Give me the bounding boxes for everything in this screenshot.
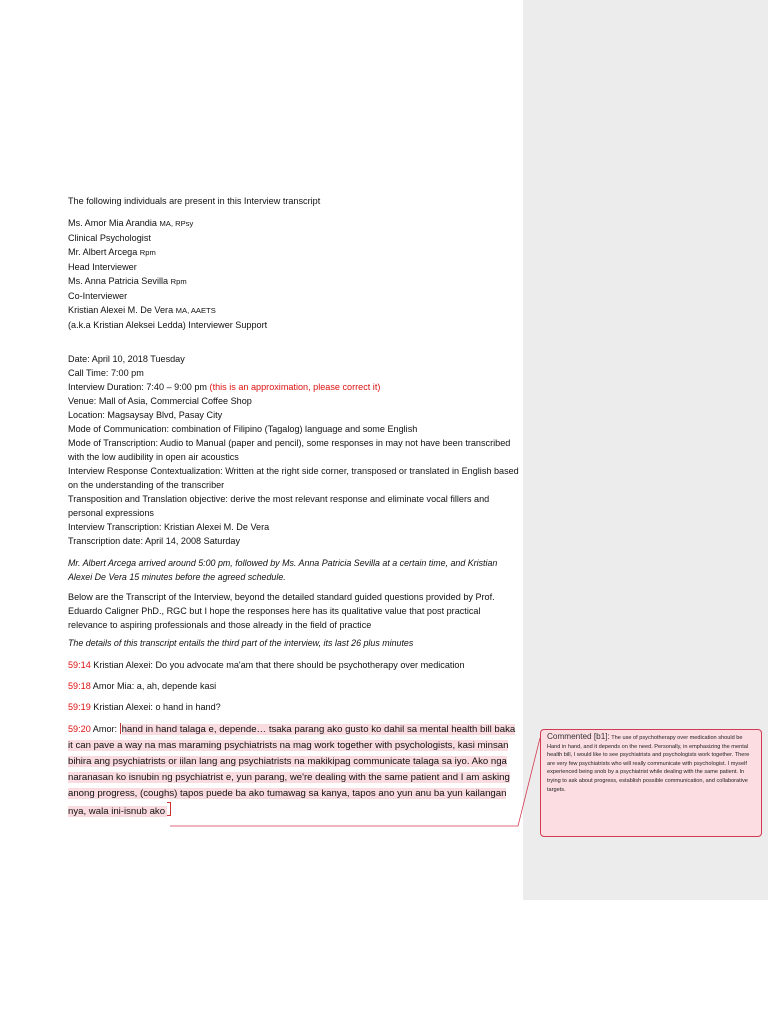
participant-name: Ms. Anna Patricia Sevilla Rpm — [68, 276, 187, 286]
detail-objective: Transposition and Translation objective: derive the most relevant response and eliminate vocal fillers and personal expressions — [68, 494, 490, 518]
participant-role: Co-Interviewer — [68, 291, 128, 301]
participant-role: Clinical Psychologist — [68, 233, 151, 243]
detail-transcription-date: Transcription date: April 14, 2008 Saturday — [68, 536, 241, 546]
transcript-intro: Below are the Transcript of the Interview, beyond the detailed standard guided questions provided by Prof. Eduardo Caligner PhD., RGC but I hope the responses here has its qualitative value that post practical relevance to aspiring professionals and those already in the field of practice — [68, 592, 495, 630]
timestamp: 59:14 — [68, 660, 91, 670]
participant-name: Mr. Albert Arcega Rpm — [68, 247, 156, 257]
highlighted-response[interactable] — [68, 722, 520, 820]
speaker-label: Amor: — [92, 724, 118, 734]
detail-transcription-by: Interview Transcription: Kristian Alexei M. De Vera — [68, 522, 270, 532]
intro-heading: The following individuals are present in this Interview transcript — [68, 196, 321, 206]
detail-venue: Venue: Mall of Asia, Commercial Coffee Shop — [68, 396, 252, 406]
participant-role: Head Interviewer — [68, 262, 137, 272]
participant-role: (a.k.a Kristian Aleksei Ledda) Interviewer Support — [68, 320, 268, 330]
transcript-line: 59:14 Kristian Alexei: Do you advocate ma'am that there should be psychotherapy over medication — [68, 660, 465, 670]
text-cursor — [120, 723, 121, 734]
comment-text: The use of psychotherapy over medication should be Hand in hand, and it depends on the need. Personally, in emphasizing the mental health bill, I would like to see psychiatrists and psychologists work together. There are very few psychiatrists who will really communicate with psychologist. I myself experienced being snob by a psychiatrist while dealing with the same patient. In trying to ask about progress, establish possible communication, and collaborative targets. — [547, 735, 750, 793]
duration-note: (this is an approximation, please correct it) — [209, 382, 381, 392]
transcript-line: 59:18 Amor Mia: a, ah, depende kasi — [68, 681, 217, 691]
detail-call-time: Call Time: 7:00 pm — [68, 368, 144, 378]
detail-date: Date: April 10, 2018 Tuesday — [68, 354, 185, 364]
timestamp: 59:19 — [68, 702, 91, 712]
comment-anchor-marker — [167, 802, 171, 816]
transcript-line: 59:19 Kristian Alexei: o hand in hand? — [68, 702, 221, 712]
timestamp: 59:18 — [68, 681, 91, 691]
comment-balloon[interactable] — [540, 729, 762, 837]
detail-duration: Interview Duration: 7:40 – 9:00 pm (this is an approximation, please correct it) — [68, 382, 381, 392]
commented-text-range[interactable]: hand in hand talaga e, depende… tsaka parang ako gusto ko dahil sa mental health bill baka it can pave a way na mas maraming psychiatrists na mag work together with psychologists, kasi minsan bihira ang psychiatrists or iilan lang ang psychiatrists na makikipag communicate talaga sa iyo. Ako nga naranasan ko isnubin ng psychiatrist e, yun parang, we're dealing with the same patient and I am asking anong progress, (coughs) tapos puede ba ako tumawag sa kanya, tapos ano yun anu ba yun kailangan nya, wala ini-isnub ako — [68, 724, 516, 817]
participant-name: Kristian Alexei M. De Vera MA, AAETS — [68, 305, 216, 315]
detail-location: Location: Magsaysay Blvd, Pasay City — [68, 410, 223, 420]
participant-name: Ms. Amor Mia Arandia MA, RPsy — [68, 218, 194, 228]
document-body — [68, 194, 520, 820]
arrival-note: Mr. Albert Arcega arrived around 5:00 pm, followed by Ms. Anna Patricia Sevilla at a certain time, and Kristian Alexei De Vera 15 minutes before the agreed schedule. — [68, 558, 498, 582]
detail-mode-communication: Mode of Communication: combination of Filipino (Tagalog) language and some English — [68, 424, 418, 434]
transcript-scope-note: The details of this transcript entails the third part of the interview, its last 26 plus minutes — [68, 638, 414, 648]
interview-details — [68, 352, 520, 548]
participants-list — [68, 216, 520, 332]
detail-mode-transcription: Mode of Transcription: Audio to Manual (paper and pencil), some responses in may not have been transcribed with the low audibility in open air acoustics — [68, 438, 511, 462]
comment-label: Commented [b1]: — [547, 732, 610, 741]
detail-contextualization: Interview Response Contextualization: Written at the right side corner, transposed or translated in English based on the understanding of the transcriber — [68, 466, 519, 490]
timestamp: 59:20 — [68, 724, 91, 734]
